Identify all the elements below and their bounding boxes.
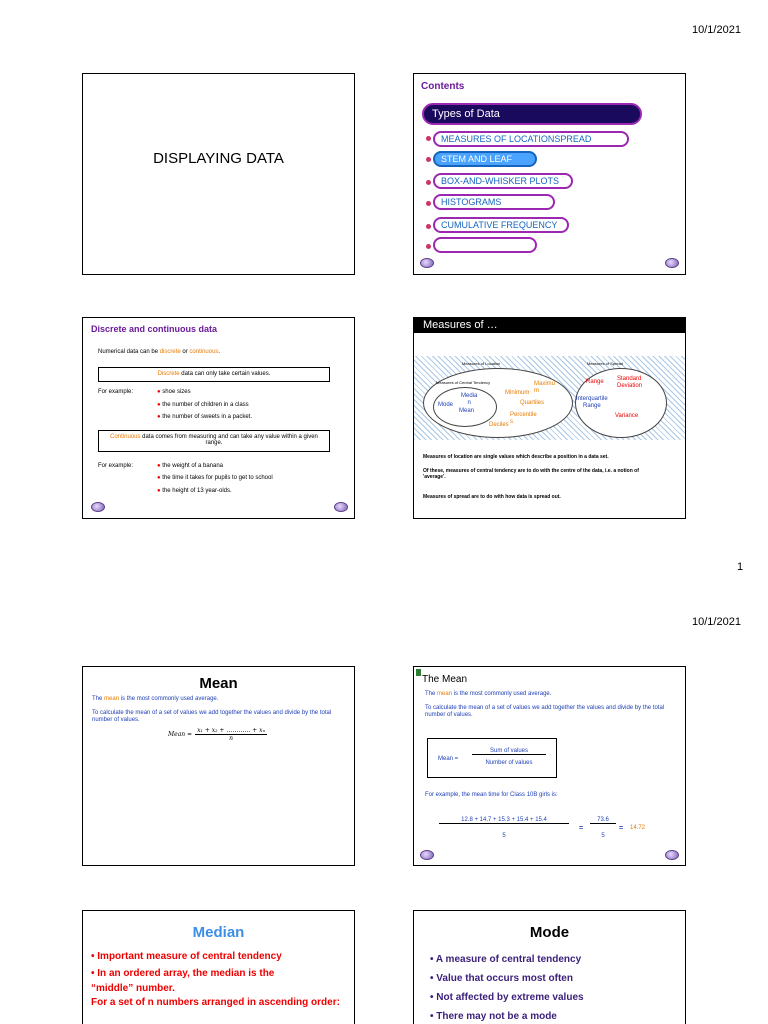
mode-label: Mode <box>438 402 454 408</box>
discrete-word: Discrete <box>157 371 180 377</box>
next-slide-icon[interactable] <box>665 850 679 860</box>
slide-title: Measures of … <box>423 319 498 331</box>
median-tail: For a set of n numbers arranged in ascending order: <box>91 997 340 1008</box>
example-item: ● shoe sizes <box>157 389 191 395</box>
minimum-label: Minimum <box>505 390 530 396</box>
spread-description: Measures of spread are to do with how data is spread out. <box>423 494 561 500</box>
fraction-denominator: 5 <box>601 833 605 839</box>
spread-label: Measures of Spread <box>587 361 624 366</box>
continuous-definition-box <box>98 430 330 452</box>
slide-title: DISPLAYING DATA <box>153 150 284 167</box>
example-text: the number of children in a class <box>162 402 249 408</box>
slide-title: Median <box>192 924 245 941</box>
example-text: the weight of a banana <box>162 463 224 469</box>
mean-formula <box>168 727 267 742</box>
menu-item-label: Types of Data <box>432 108 500 120</box>
prev-slide-icon[interactable] <box>420 258 434 268</box>
example-item: ● the number of sweets in a packet. <box>157 414 253 420</box>
mean-word: mean <box>104 696 120 702</box>
slide-marker-icon <box>416 669 421 676</box>
bullet-icon <box>426 201 431 206</box>
example-text: the height of 13 year-olds. <box>162 488 232 494</box>
formula-numerator: Sum of values <box>472 748 546 755</box>
location-description: Measures of location are single values which describe a position in a data set. <box>423 454 609 460</box>
mean-formula-box <box>427 738 557 778</box>
formula-lhs: Mean = <box>438 756 459 762</box>
fraction-numerator: 73.6 <box>590 817 616 824</box>
menu-item-stem-and-leaf[interactable]: STEM AND LEAF <box>433 151 537 167</box>
deciles-label: Deciles <box>489 422 509 428</box>
slide-mode <box>413 910 686 1024</box>
range-label: Range <box>586 379 604 385</box>
mean-word: mean <box>437 691 453 697</box>
variance-label: Variance <box>615 413 639 419</box>
slide-title: The Mean <box>422 674 468 685</box>
bullet-icon <box>426 136 431 141</box>
example-item: ● the time it takes for pupils to get to school <box>157 475 273 481</box>
example-item: ● the weight of a banana <box>157 463 224 469</box>
slide-mean <box>82 666 355 866</box>
text-part: is the most commonly used average. <box>452 691 552 697</box>
central-label: Measures of Central Tendency <box>436 380 491 385</box>
median-label: Media n <box>461 393 478 406</box>
calculation-denominator: 5 <box>502 833 506 839</box>
prev-slide-icon[interactable] <box>91 502 105 512</box>
slide-the-mean <box>413 666 686 866</box>
median-bullet: • Important measure of central tendency <box>91 951 282 962</box>
menu-item-types-of-data[interactable] <box>422 103 642 125</box>
discrete-definition-box <box>98 367 330 382</box>
equals-sign: = <box>619 825 624 832</box>
contents-heading: Contents <box>421 81 465 92</box>
definition-text: data comes from measuring and can take any value within a given range. <box>140 434 318 446</box>
menu-item-cumulative-frequency[interactable]: CUMULATIVE FREQUENCY <box>433 217 569 233</box>
page-date: 10/1/2021 <box>692 24 741 36</box>
example-text: the number of sweets in a packet. <box>162 414 253 420</box>
bullet-text: A measure of central tendency <box>435 954 582 965</box>
equals-sign: = <box>579 825 584 832</box>
mean-explanation: To calculate the mean of a set of values we add together the values and divide by the total number of values. <box>425 705 665 718</box>
mean-definition <box>92 696 218 702</box>
mode-bullet: • Value that occurs most often <box>430 973 573 984</box>
example-text: the time it takes for pupils to get to school <box>162 475 273 481</box>
discrete-word: discrete <box>159 349 181 355</box>
central-description: Of these, measures of central tendency are to do with the centre of the data, i.e. a notion of 'average'. <box>423 468 639 480</box>
continuous-word: Continuous <box>110 434 141 440</box>
mean-definition <box>425 691 551 697</box>
slide-title: Mode <box>529 924 570 941</box>
example-text: For example, the mean time for Class 10B girls is: <box>425 792 558 798</box>
example-item: ● the height of 13 year-olds. <box>157 488 232 494</box>
formula-denominator: Number of values <box>485 760 533 766</box>
location-label: Measures of Location <box>462 361 501 366</box>
intro-part: Numerical data can be <box>98 349 160 355</box>
slide-discrete-continuous <box>82 317 355 519</box>
mode-bullet: • There may not be a mode <box>430 1011 557 1022</box>
sd-label: Standard Deviation <box>617 376 643 389</box>
next-slide-icon[interactable] <box>665 258 679 268</box>
menu-item-measures[interactable]: MEASURES OF LOCATIONSPREAD <box>433 131 629 147</box>
bullet-icon <box>426 244 431 249</box>
slide-displaying-data <box>82 73 355 275</box>
bullet-icon <box>426 157 431 162</box>
maximum-label: Maximu m <box>534 381 556 394</box>
bullet-icon <box>426 180 431 185</box>
mean-explanation: To calculate the mean of a set of values we add together the values and divide by the total number of values. <box>92 710 332 723</box>
bullet-icon <box>426 224 431 229</box>
slide-title: Mean <box>199 675 238 692</box>
text-part: The <box>92 696 105 702</box>
slide-contents <box>413 73 686 275</box>
text-part: The <box>425 691 438 697</box>
formula-numerator: x₁ + x₂ + ………… + xₙ <box>197 727 265 734</box>
iqr-label: Interquartile Range <box>576 396 608 409</box>
mean-result: 14.72 <box>630 825 646 831</box>
example-text: shoe sizes <box>162 389 191 395</box>
slide-median <box>82 910 355 1024</box>
median-bullet: • In an ordered array, the median is the “middle” number. <box>91 968 275 994</box>
mode-bullet: • A measure of central tendency <box>430 954 582 965</box>
continuous-word: continuous <box>189 349 219 355</box>
menu-item-box-whisker[interactable]: BOX-AND-WHISKER PLOTS <box>433 173 573 189</box>
slide-title-bar <box>414 318 686 333</box>
calculation-numerator: 12.8 + 14.7 + 15.3 + 15.4 + 15.4 <box>439 817 569 824</box>
prev-slide-icon[interactable] <box>420 850 434 860</box>
quartiles-label: Quartiles <box>520 400 545 406</box>
page-date: 10/1/2021 <box>692 616 741 628</box>
mean-label: Mean <box>459 408 475 414</box>
bullet-text: Value that occurs most often <box>436 973 573 984</box>
slide-title: Discrete and continuous data <box>91 324 218 334</box>
example-item: ● the number of children in a class <box>157 402 249 408</box>
percentiles-label: Percentile s <box>510 412 537 425</box>
intro-part: . <box>218 349 221 355</box>
slide-measures-of <box>413 317 686 519</box>
for-example-label: For example: <box>98 463 134 469</box>
for-example-label: For example: <box>98 389 134 395</box>
menu-item-histograms[interactable]: HISTOGRAMS <box>433 194 555 210</box>
page-number: 1 <box>737 561 744 573</box>
bullet-text: Important measure of central tendency <box>97 951 282 962</box>
intro-text <box>98 349 220 355</box>
definition-text: data can only take certain values. <box>179 371 271 377</box>
bullet-text: Not affected by extreme values <box>436 992 584 1003</box>
bullet-text: There may not be a mode <box>436 1011 557 1022</box>
text-part: is the most commonly used average. <box>119 696 219 702</box>
menu-item-empty[interactable] <box>433 237 537 253</box>
intro-part: or <box>180 349 190 355</box>
formula-denominator: n <box>229 735 233 742</box>
mode-bullet: • Not affected by extreme values <box>430 992 584 1003</box>
formula-lhs: Mean = <box>168 731 193 738</box>
bullet-text: In an ordered array, the median is the “middle” number. <box>91 968 275 994</box>
next-slide-icon[interactable] <box>334 502 348 512</box>
